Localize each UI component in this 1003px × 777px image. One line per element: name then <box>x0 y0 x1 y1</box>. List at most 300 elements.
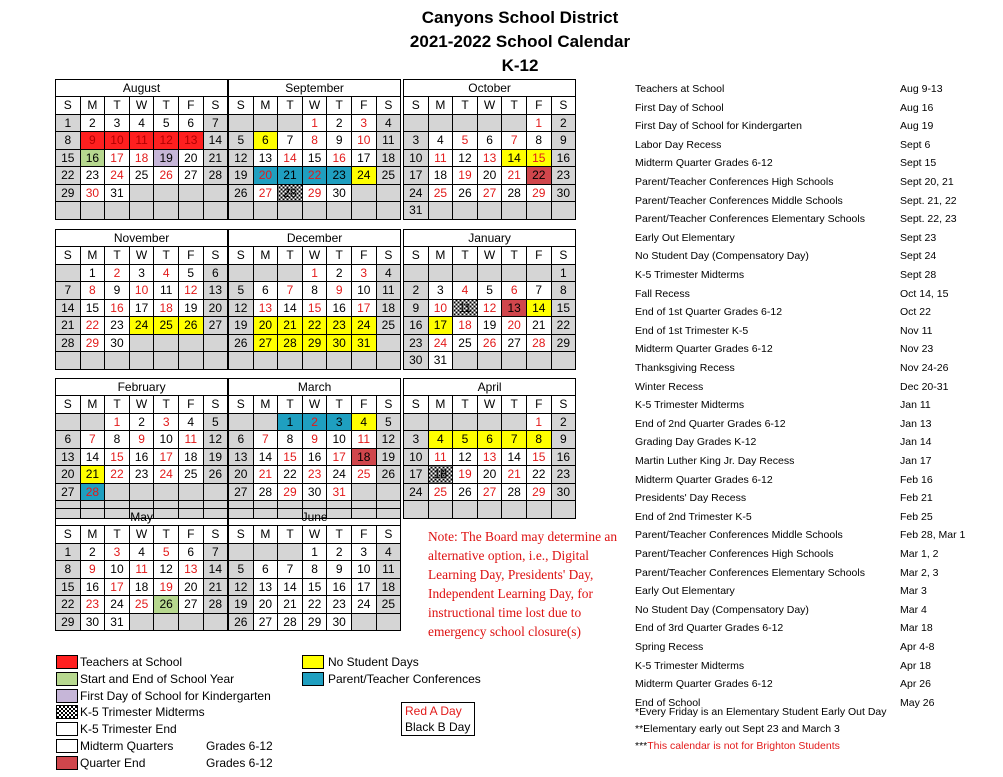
weekday-header: W <box>129 247 154 265</box>
weekday-header: W <box>477 97 502 115</box>
day-cell: 2 <box>327 264 352 282</box>
legend-swatch <box>56 722 78 736</box>
event-date: Feb 25 <box>900 510 933 523</box>
day-cell <box>129 483 154 501</box>
day-cell: 3 <box>428 282 453 300</box>
legend-label: Parent/Teacher Conferences <box>328 671 481 686</box>
event-name: Parent/Teacher Conferences Elementary Schools <box>635 566 865 579</box>
day-cell: 30 <box>404 352 429 370</box>
event-date: Mar 2, 3 <box>900 566 939 579</box>
day-cell: 19 <box>477 317 502 335</box>
day-cell: 6 <box>56 431 81 449</box>
event-name: Winter Recess <box>635 380 704 393</box>
weekday-header: F <box>351 247 376 265</box>
title-line-3: K-12 <box>501 56 539 75</box>
day-cell: 23 <box>404 334 429 352</box>
day-cell: 4 <box>376 114 401 132</box>
day-cell: 14 <box>502 149 527 167</box>
month-may <box>55 508 228 631</box>
day-cell <box>278 352 303 370</box>
day-cell: 23 <box>105 317 130 335</box>
day-cell: 6 <box>178 114 203 132</box>
day-cell <box>178 613 203 631</box>
day-cell <box>351 184 376 202</box>
day-cell: 9 <box>302 431 327 449</box>
day-cell: 14 <box>203 132 228 150</box>
day-cell: 8 <box>56 561 81 579</box>
day-cell: 14 <box>56 299 81 317</box>
day-cell: 21 <box>502 466 527 484</box>
weekday-header: T <box>105 97 130 115</box>
day-cell: 29 <box>56 613 81 631</box>
weekday-header: M <box>253 396 278 414</box>
day-type-box <box>401 702 475 736</box>
day-cell: 20 <box>477 466 502 484</box>
day-cell: 22 <box>105 466 130 484</box>
day-cell: 27 <box>203 317 228 335</box>
day-cell: 20 <box>178 578 203 596</box>
day-cell: 10 <box>327 431 352 449</box>
day-cell: 12 <box>154 561 179 579</box>
event-name: First Day of School <box>635 101 724 114</box>
day-cell: 6 <box>502 282 527 300</box>
day-cell: 23 <box>327 167 352 185</box>
event-name: End of 1st Quarter Grades 6-12 <box>635 306 783 319</box>
month-december <box>228 229 401 370</box>
event-date: Jan 14 <box>900 436 932 449</box>
day-cell: 31 <box>105 184 130 202</box>
day-cell <box>376 184 401 202</box>
day-cell: 17 <box>105 149 130 167</box>
day-cell: 11 <box>154 282 179 300</box>
day-cell: 30 <box>551 184 576 202</box>
day-cell: 14 <box>278 578 303 596</box>
day-cell: 13 <box>229 448 254 466</box>
day-cell: 7 <box>278 132 303 150</box>
day-cell: 21 <box>253 466 278 484</box>
day-cell <box>477 202 502 220</box>
month-name: June <box>229 509 401 526</box>
day-cell <box>526 202 551 220</box>
event-name: Teachers at School <box>635 83 725 95</box>
day-cell <box>327 202 352 220</box>
event-date: Sept 15 <box>900 157 937 170</box>
legend-swatch <box>56 705 78 719</box>
day-cell: 17 <box>129 299 154 317</box>
legend-swatch <box>56 672 78 686</box>
day-cell: 11 <box>129 561 154 579</box>
day-cell: 5 <box>453 132 478 150</box>
day-cell: 14 <box>80 448 105 466</box>
day-cell: 11 <box>428 149 453 167</box>
day-cell: 24 <box>351 317 376 335</box>
day-cell: 12 <box>154 132 179 150</box>
day-cell: 4 <box>129 114 154 132</box>
title-line-1: Canyons School District <box>421 8 619 27</box>
day-cell: 8 <box>56 132 81 150</box>
day-cell: 13 <box>477 149 502 167</box>
day-cell: 13 <box>253 578 278 596</box>
day-cell: 10 <box>428 299 453 317</box>
day-cell: 3 <box>105 114 130 132</box>
day-cell: 25 <box>178 466 203 484</box>
day-cell: 2 <box>80 543 105 561</box>
day-cell <box>154 202 179 220</box>
day-cell: 5 <box>229 132 254 150</box>
event-date: Apr 18 <box>900 659 931 672</box>
day-cell: 29 <box>302 613 327 631</box>
day-cell: 16 <box>105 299 130 317</box>
day-cell <box>376 202 401 220</box>
day-cell: 17 <box>327 448 352 466</box>
day-cell: 22 <box>551 317 576 335</box>
day-cell: 13 <box>502 299 527 317</box>
day-cell: 20 <box>253 167 278 185</box>
day-cell: 10 <box>404 448 429 466</box>
day-cell: 15 <box>278 448 303 466</box>
day-cell: 15 <box>302 149 327 167</box>
day-cell: 16 <box>80 149 105 167</box>
day-cell: 2 <box>80 114 105 132</box>
weekday-header: W <box>302 247 327 265</box>
event-date: Jan 13 <box>900 417 932 430</box>
day-cell: 7 <box>502 431 527 449</box>
event-name: End of 2nd Quarter Grades 6-12 <box>635 417 786 430</box>
day-cell: 24 <box>105 167 130 185</box>
day-cell: 6 <box>253 282 278 300</box>
day-cell: 13 <box>253 149 278 167</box>
day-cell: 6 <box>253 561 278 579</box>
event-name: Presidents' Day Recess <box>635 492 747 505</box>
day-cell: 22 <box>278 466 303 484</box>
day-cell <box>351 202 376 220</box>
day-cell: 9 <box>327 282 352 300</box>
event-name: Parent/Teacher Conferences Elementary Schools <box>635 213 865 226</box>
day-cell <box>229 264 254 282</box>
day-cell: 4 <box>351 413 376 431</box>
day-cell: 31 <box>327 483 352 501</box>
weekday-header: M <box>253 247 278 265</box>
day-cell: 12 <box>477 299 502 317</box>
day-cell: 24 <box>105 596 130 614</box>
day-cell: 22 <box>302 317 327 335</box>
day-cell: 4 <box>376 264 401 282</box>
day-cell: 7 <box>80 431 105 449</box>
day-cell: 20 <box>477 167 502 185</box>
day-cell: 18 <box>351 448 376 466</box>
weekday-header: T <box>502 97 527 115</box>
day-cell <box>477 352 502 370</box>
month-name: May <box>56 509 228 526</box>
day-cell: 2 <box>327 114 352 132</box>
day-cell <box>154 483 179 501</box>
month-april <box>403 378 576 519</box>
day-cell: 20 <box>253 317 278 335</box>
day-cell <box>502 114 527 132</box>
day-cell: 18 <box>178 448 203 466</box>
day-cell: 29 <box>80 334 105 352</box>
weekday-header: S <box>203 97 228 115</box>
event-date: Feb 21 <box>900 492 933 505</box>
day-cell: 9 <box>327 561 352 579</box>
day-cell: 4 <box>428 431 453 449</box>
weekday-header: W <box>477 396 502 414</box>
day-cell: 27 <box>178 167 203 185</box>
day-cell: 22 <box>56 596 81 614</box>
day-cell: 18 <box>453 317 478 335</box>
day-cell: 3 <box>129 264 154 282</box>
day-cell <box>278 543 303 561</box>
day-cell: 17 <box>351 149 376 167</box>
event-date: Oct 14, 15 <box>900 287 949 300</box>
day-cell: 24 <box>404 483 429 501</box>
day-cell: 26 <box>178 317 203 335</box>
day-cell <box>428 264 453 282</box>
day-cell: 19 <box>229 596 254 614</box>
day-cell: 15 <box>302 299 327 317</box>
day-cell: 2 <box>105 264 130 282</box>
weekday-header: W <box>302 526 327 544</box>
weekday-header: T <box>327 97 352 115</box>
event-name: Parent/Teacher Conferences Middle Schools <box>635 529 843 542</box>
day-cell <box>105 483 130 501</box>
day-cell: 15 <box>105 448 130 466</box>
day-cell: 24 <box>351 596 376 614</box>
legend-label: Teachers at School <box>80 655 183 669</box>
month-november <box>55 229 228 370</box>
month-october <box>403 79 576 220</box>
day-cell: 6 <box>178 543 203 561</box>
day-cell: 24 <box>327 466 352 484</box>
day-cell: 3 <box>404 132 429 150</box>
day-cell <box>253 264 278 282</box>
day-cell: 20 <box>203 299 228 317</box>
event-name: Early Out Elementary <box>635 585 735 598</box>
day-cell <box>376 352 401 370</box>
day-cell: 21 <box>203 149 228 167</box>
day-cell: 29 <box>302 334 327 352</box>
weekday-header: S <box>404 247 429 265</box>
day-cell <box>551 501 576 519</box>
day-cell <box>178 202 203 220</box>
day-cell: 10 <box>404 149 429 167</box>
day-cell: 29 <box>302 184 327 202</box>
weekday-header: T <box>453 97 478 115</box>
day-cell: 4 <box>154 264 179 282</box>
weekday-header: S <box>551 247 576 265</box>
month-september <box>228 79 401 220</box>
day-cell <box>526 501 551 519</box>
month-august <box>55 79 228 220</box>
day-cell: 3 <box>327 413 352 431</box>
weekday-header: T <box>453 247 478 265</box>
day-cell: 5 <box>229 561 254 579</box>
weekday-header: W <box>129 526 154 544</box>
day-cell <box>203 184 228 202</box>
day-cell: 25 <box>154 317 179 335</box>
day-cell: 6 <box>203 264 228 282</box>
day-cell: 6 <box>253 132 278 150</box>
day-cell <box>502 413 527 431</box>
event-name: Midterm Quarter Grades 6-12 <box>635 473 773 486</box>
day-cell: 10 <box>154 431 179 449</box>
event-date: Nov 24-26 <box>900 362 949 374</box>
day-cell: 26 <box>154 167 179 185</box>
day-cell: 11 <box>428 448 453 466</box>
day-cell <box>502 264 527 282</box>
weekday-header: T <box>278 247 303 265</box>
day-cell: 18 <box>376 149 401 167</box>
day-cell: 28 <box>203 596 228 614</box>
weekday-header: S <box>376 396 401 414</box>
day-cell <box>229 352 254 370</box>
day-cell: 26 <box>229 184 254 202</box>
day-cell: 21 <box>203 578 228 596</box>
day-cell: 14 <box>203 561 228 579</box>
footnote: **Elementary early out Sept 23 and March 3 <box>635 723 840 735</box>
day-cell: 23 <box>80 167 105 185</box>
day-cell: 9 <box>551 132 576 150</box>
day-cell <box>129 334 154 352</box>
event-name: Parent/Teacher Conferences High Schools <box>635 176 834 188</box>
day-cell: 6 <box>477 132 502 150</box>
event-name: Parent/Teacher Conferences High Schools <box>635 548 834 560</box>
event-date: Sept 20, 21 <box>900 176 954 188</box>
day-cell: 12 <box>229 149 254 167</box>
day-cell: 15 <box>551 299 576 317</box>
board-note: Note: The Board may determine an alternative option, i.e., Digital Learning Day, Presidents' Day, Independent Learning Day, for instructional time lost due to emergency school closure(s) <box>428 529 618 639</box>
event-date: Jan 17 <box>900 455 932 467</box>
day-cell: 5 <box>376 413 401 431</box>
weekday-header: S <box>56 97 81 115</box>
weekday-header: S <box>56 247 81 265</box>
legend-grade: Grades 6-12 <box>206 755 273 770</box>
day-cell <box>80 202 105 220</box>
weekday-header: T <box>327 396 352 414</box>
day-cell: 24 <box>404 184 429 202</box>
day-cell: 2 <box>551 413 576 431</box>
day-cell: 28 <box>56 334 81 352</box>
month-name: September <box>229 80 401 97</box>
day-cell: 12 <box>203 431 228 449</box>
day-cell: 18 <box>428 167 453 185</box>
month-march <box>228 378 401 519</box>
day-cell: 4 <box>129 543 154 561</box>
event-date: Sept 24 <box>900 250 937 263</box>
weekday-header: S <box>404 97 429 115</box>
day-cell: 8 <box>278 431 303 449</box>
day-cell <box>56 352 81 370</box>
day-cell: 12 <box>229 299 254 317</box>
day-cell: 23 <box>129 466 154 484</box>
day-cell: 18 <box>154 299 179 317</box>
day-cell: 7 <box>502 132 527 150</box>
event-name: No Student Day (Compensatory Day) <box>635 603 809 616</box>
day-cell: 21 <box>502 167 527 185</box>
day-cell: 19 <box>154 149 179 167</box>
day-cell: 3 <box>404 431 429 449</box>
legend-swatch <box>56 756 78 770</box>
weekday-header: F <box>178 526 203 544</box>
day-cell: 24 <box>428 334 453 352</box>
day-cell <box>203 334 228 352</box>
day-cell: 23 <box>302 466 327 484</box>
day-cell <box>129 184 154 202</box>
day-cell: 16 <box>327 149 352 167</box>
weekday-header: T <box>154 247 179 265</box>
day-cell: 27 <box>253 613 278 631</box>
day-cell: 6 <box>229 431 254 449</box>
day-cell: 26 <box>229 613 254 631</box>
day-cell: 21 <box>526 317 551 335</box>
weekday-header: F <box>351 526 376 544</box>
day-cell: 31 <box>105 613 130 631</box>
day-cell: 27 <box>477 184 502 202</box>
day-cell: 11 <box>376 282 401 300</box>
day-cell <box>253 114 278 132</box>
day-cell: 30 <box>80 613 105 631</box>
day-cell: 15 <box>302 578 327 596</box>
day-cell: 28 <box>278 184 303 202</box>
day-cell <box>453 202 478 220</box>
day-cell <box>253 202 278 220</box>
day-cell <box>253 413 278 431</box>
weekday-header: M <box>80 396 105 414</box>
weekday-header: S <box>203 396 228 414</box>
day-cell <box>105 202 130 220</box>
day-cell: 24 <box>351 167 376 185</box>
event-date: Nov 23 <box>900 343 934 356</box>
day-cell: 13 <box>178 132 203 150</box>
day-cell: 11 <box>376 561 401 579</box>
day-cell: 8 <box>105 431 130 449</box>
day-cell: 25 <box>376 596 401 614</box>
day-cell: 13 <box>203 282 228 300</box>
weekday-header: T <box>105 396 130 414</box>
day-cell <box>154 352 179 370</box>
day-cell: 30 <box>327 184 352 202</box>
day-cell <box>129 352 154 370</box>
weekday-header: T <box>327 247 352 265</box>
weekday-header: F <box>526 396 551 414</box>
weekday-header: F <box>526 97 551 115</box>
day-cell: 2 <box>302 413 327 431</box>
day-cell: 12 <box>453 149 478 167</box>
day-cell: 1 <box>551 264 576 282</box>
day-cell: 28 <box>502 483 527 501</box>
weekday-header: T <box>327 526 352 544</box>
event-name: End of 2nd Trimester K-5 <box>635 510 752 523</box>
day-cell: 10 <box>351 282 376 300</box>
day-cell <box>154 613 179 631</box>
day-cell: 17 <box>404 466 429 484</box>
day-cell: 16 <box>551 149 576 167</box>
month-june <box>228 508 401 631</box>
day-cell <box>376 334 401 352</box>
day-cell <box>502 352 527 370</box>
day-cell: 20 <box>229 466 254 484</box>
day-cell: 19 <box>229 167 254 185</box>
day-cell <box>453 114 478 132</box>
weekday-header: S <box>404 396 429 414</box>
day-cell: 19 <box>229 317 254 335</box>
day-cell: 15 <box>56 578 81 596</box>
day-cell: 10 <box>351 561 376 579</box>
day-cell: 31 <box>404 202 429 220</box>
day-cell <box>404 114 429 132</box>
day-cell: 1 <box>80 264 105 282</box>
day-cell: 27 <box>253 334 278 352</box>
